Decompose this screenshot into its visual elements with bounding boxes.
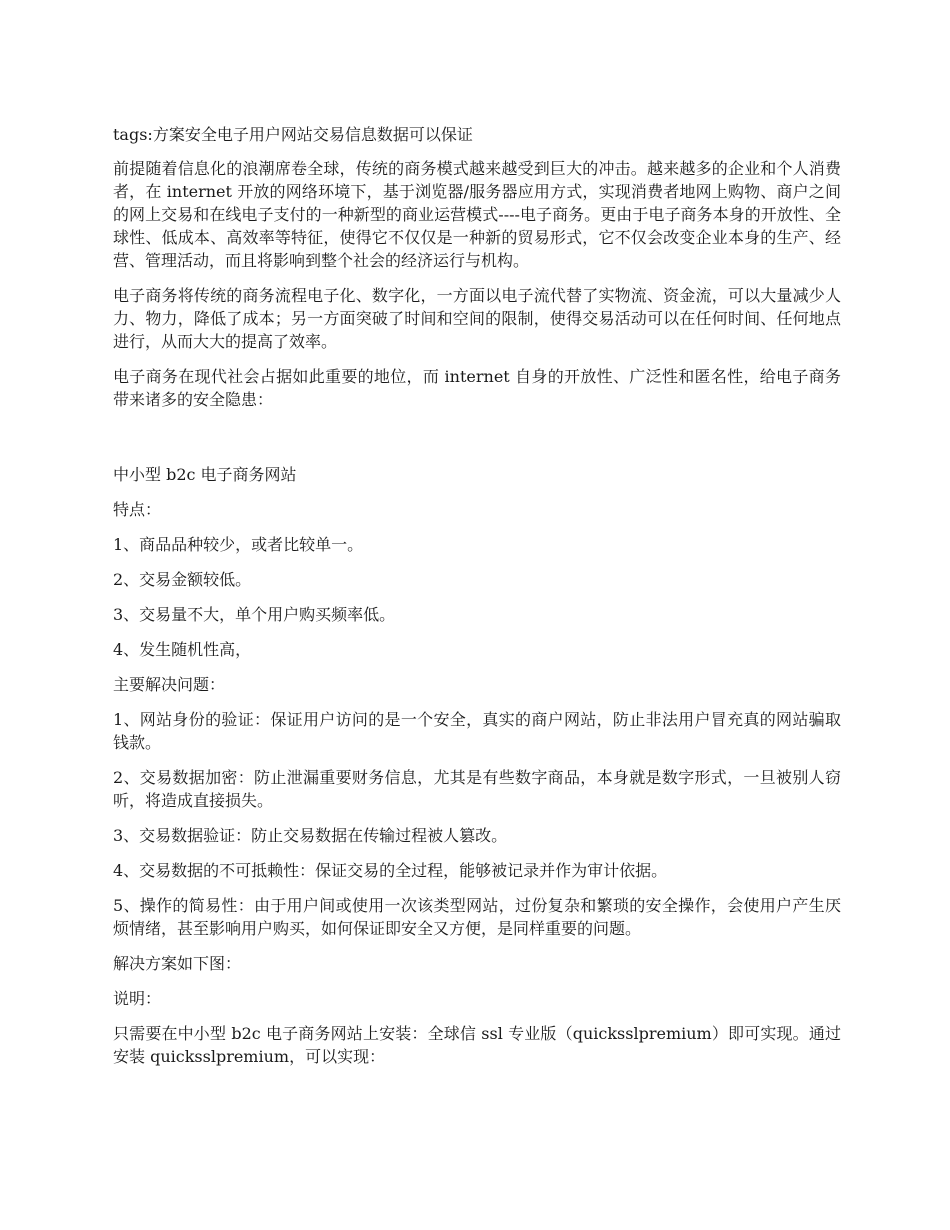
closing-paragraph: 只需要在中小型 b2c 电子商务网站上安装：全球信 ssl 专业版（quicksslpremium）即可实现。通过安装 quicksslpremium，可以实现：: [113, 1024, 841, 1066]
tags-line: tags:方案安全电子用户网站交易信息数据可以保证: [113, 125, 473, 144]
intro-paragraph: 前提随着信息化的浪潮席卷全球，传统的商务模式越来越受到巨大的冲击。越来越多的企业和个人消费者，在 internet 开放的网络环境下，基于浏览器/服务器应用方式，实现消费者地网上购物、商户之间的网上交易和在线电子支付的一种新型的商业运营模式----电子商务。更由于电子商务本身的开放性、全球性、低成本、高效率等特征，使得它不仅仅是一种新的贸易形式，它不仅会改变企业本身的生产、经营、管理活动，而且将影响到整个社会的经济运行与机构。: [113, 159, 841, 270]
feature-item: 3、交易量不大，单个用户购买频率低。: [113, 605, 396, 624]
features-heading: 特点：: [113, 500, 162, 519]
solution-line: 解决方案如下图：: [113, 954, 242, 973]
blank-gap: [113, 423, 841, 463]
problem-item: 3、交易数据验证：防止交易数据在传输过程被人篡改。: [113, 826, 508, 845]
intro-paragraph: 电子商务将传统的商务流程电子化、数字化，一方面以电子流代替了实物流、资金流，可以大量减少人力、物力，降低了成本；另一方面突破了时间和空间的限制，使得交易活动可以在任何时间、任何地点进行，从而大大的提高了效率。: [113, 286, 841, 351]
problem-item: 2、交易数据加密：防止泄漏重要财务信息，尤其是有些数字商品，本身就是数字形式，一旦被别人窃听，将造成直接损失。: [113, 768, 841, 810]
intro-paragraph: 电子商务在现代社会占据如此重要的地位，而 internet 自身的开放性、广泛性和匿名性，给电子商务带来诸多的安全隐患：: [113, 367, 841, 409]
document-page: [113, 123, 841, 1080]
feature-item: 4、发生随机性高，: [113, 640, 252, 659]
problems-heading: 主要解决问题：: [113, 675, 226, 694]
section-title: 中小型 b2c 电子商务网站: [113, 465, 297, 484]
note-heading: 说明：: [113, 989, 162, 1008]
feature-item: 1、商品品种较少，或者比较单一。: [113, 535, 364, 554]
problem-item: 1、网站身份的验证：保证用户访问的是一个安全，真实的商户网站，防止非法用户冒充真的网站骗取钱款。: [113, 710, 841, 752]
problem-item: 5、操作的简易性：由于用户间或使用一次该类型网站，过份复杂和繁琐的安全操作，会使用户产生厌烦情绪，甚至影响用户购买，如何保证即安全又方便，是同样重要的问题。: [113, 896, 841, 938]
feature-item: 2、交易金额较低。: [113, 570, 252, 589]
problem-item: 4、交易数据的不可抵赖性：保证交易的全过程，能够被记录并作为审计依据。: [113, 861, 668, 880]
